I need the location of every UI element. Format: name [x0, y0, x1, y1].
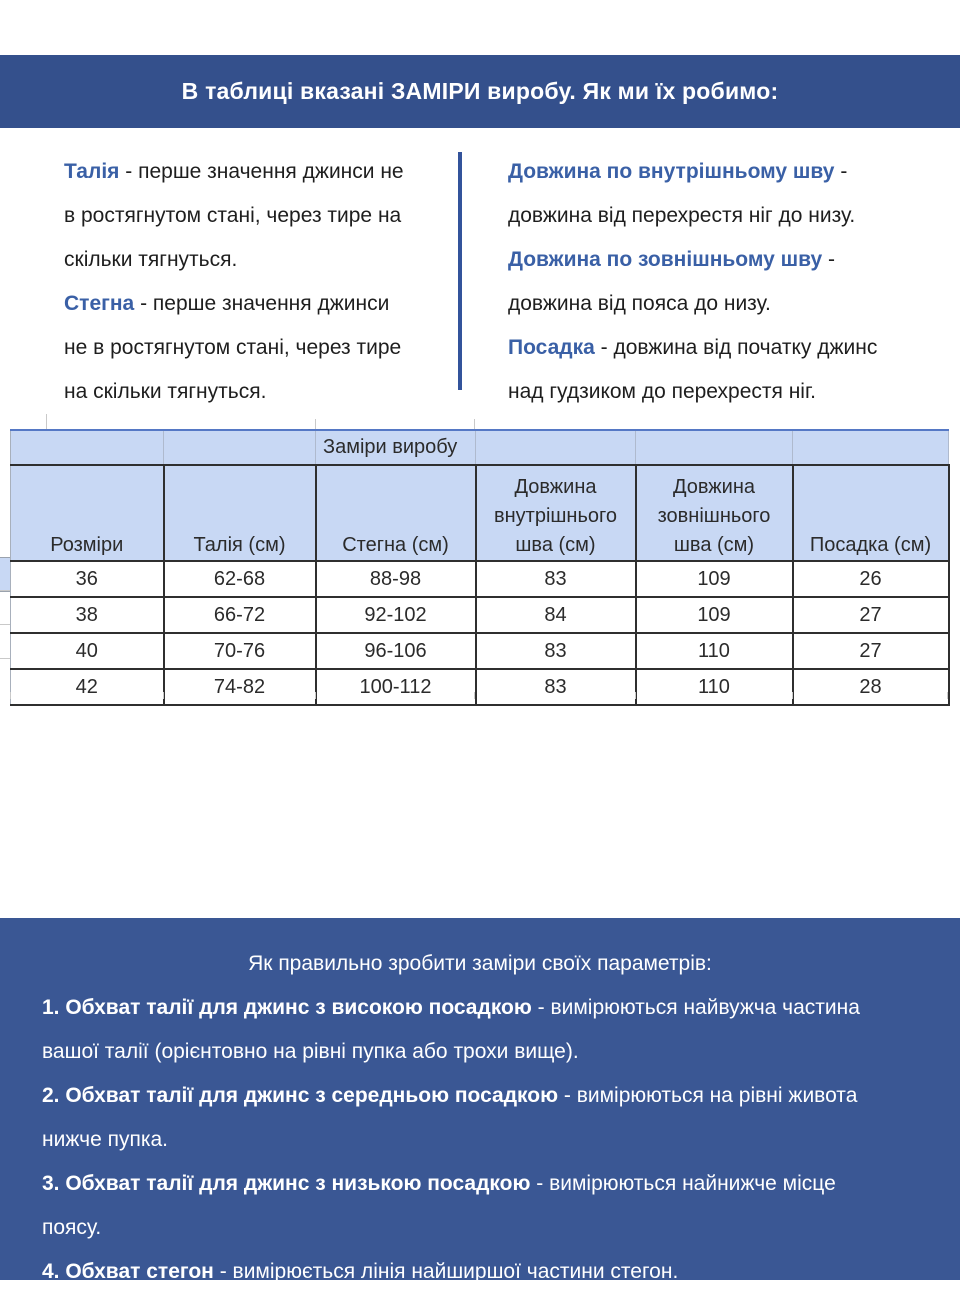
cell-outseam: 109 — [636, 597, 793, 633]
instructions-section — [0, 918, 960, 1283]
header-banner-title: В таблиці вказані ЗАМІРИ виробу. Як ми їх робимо: — [181, 78, 779, 104]
cell-inseam: 83 — [476, 669, 636, 705]
cell-size: 38 — [11, 597, 164, 633]
cell-size: 42 — [11, 669, 164, 705]
instruction-text: - вимірюється лінія найширшої частини стегон. — [213, 1260, 679, 1283]
definition-text: скільки тягнуться. — [64, 248, 238, 271]
instruction-term: 4. Обхват стегон — [42, 1260, 214, 1283]
instruction-line — [42, 1074, 930, 1118]
definition-term: Довжина по зовнішньому шву — [508, 248, 823, 271]
group-cell — [11, 430, 164, 465]
instruction-line — [42, 1030, 930, 1074]
cell-outseam: 110 — [636, 633, 793, 669]
definition-text: довжина від пояса до низу. — [508, 292, 771, 315]
definition-term: Талія — [64, 160, 120, 183]
cell-hips: 96-106 — [316, 633, 476, 669]
table-header-row — [11, 465, 949, 561]
table-row — [11, 633, 949, 669]
definition-text: на скільки тягнуться. — [64, 380, 267, 403]
table-row — [11, 561, 949, 597]
group-header-label: Заміри виробу — [316, 430, 476, 465]
gridline-stub — [163, 692, 164, 699]
instruction-line — [42, 986, 930, 1030]
definition-term: Стегна — [64, 292, 135, 315]
definition-line — [64, 282, 446, 326]
gridline-stub — [0, 658, 10, 659]
cell-rise: 26 — [793, 561, 949, 597]
spreadsheet-row-sliver — [0, 557, 10, 592]
instruction-text: - вимірюються найнижче місце — [530, 1172, 836, 1195]
definition-line — [508, 370, 938, 414]
gridline-stub — [0, 624, 10, 625]
instructions-title: Як правильно зробити заміри своїх параметрів: — [248, 952, 712, 975]
gridline-stub — [10, 692, 11, 699]
size-table-grid — [10, 429, 950, 706]
cell-hips: 88-98 — [316, 561, 476, 597]
group-cell — [636, 430, 793, 465]
instruction-line — [42, 1118, 930, 1162]
cell-inseam: 83 — [476, 561, 636, 597]
definition-text: - перше значення джинси — [134, 292, 390, 315]
cell-size: 40 — [11, 633, 164, 669]
cell-inseam: 83 — [476, 633, 636, 669]
definition-line — [508, 326, 938, 370]
instruction-text: вашої талії (орієнтовно на рівні пупка або трохи вище). — [42, 1040, 579, 1063]
cell-inseam: 84 — [476, 597, 636, 633]
definition-text: в ростягнутом стані, через тире на — [64, 204, 402, 227]
definition-term: Довжина по внутрішньому шву — [508, 160, 835, 183]
definition-line — [64, 326, 446, 370]
definition-line — [508, 282, 938, 326]
group-cell — [793, 430, 949, 465]
definition-line — [508, 150, 938, 194]
definition-line — [64, 370, 446, 414]
instruction-text: - вимірюються на рівні живота — [558, 1084, 858, 1107]
instruction-line — [42, 1206, 930, 1250]
cell-waist: 74-82 — [164, 669, 316, 705]
gridline-stub — [474, 419, 475, 429]
cell-rise: 27 — [793, 597, 949, 633]
gridline-stub — [947, 692, 948, 699]
definition-line — [64, 238, 446, 282]
cell-hips: 92-102 — [316, 597, 476, 633]
group-cell — [476, 430, 636, 465]
instruction-text: поясу. — [42, 1216, 102, 1239]
instruction-term: 3. Обхват талії для джинс з низькою посадкою — [42, 1172, 531, 1195]
definition-term: Посадка — [508, 336, 595, 359]
column-header-rise: Посадка (см) — [793, 465, 949, 561]
cell-rise: 28 — [793, 669, 949, 705]
column-header-waist: Талія (см) — [164, 465, 316, 561]
column-header-sizes: Розміри — [11, 465, 164, 561]
table-row — [11, 597, 949, 633]
gridline-stub — [0, 590, 10, 591]
gridline-stub — [315, 419, 316, 429]
cell-waist: 62-68 — [164, 561, 316, 597]
instruction-line — [42, 1162, 930, 1206]
cell-waist: 70-76 — [164, 633, 316, 669]
gridline-stub — [474, 692, 475, 699]
column-header-inseam: Довжина внутрішнього шва (см) — [476, 465, 636, 561]
instruction-text: - вимірюються найвужча частина — [531, 996, 860, 1019]
definition-text: - перше значення джинси не — [119, 160, 404, 183]
table-group-header-row — [11, 430, 949, 465]
gridline-stub — [635, 692, 636, 699]
header-banner — [0, 55, 960, 128]
definitions-right-column — [508, 150, 938, 414]
cell-outseam: 110 — [636, 669, 793, 705]
definition-text: не в ростягнутом стані, через тире — [64, 336, 402, 359]
definitions-left-column — [64, 150, 446, 414]
definition-text: - — [822, 248, 836, 271]
definition-line — [64, 150, 446, 194]
gridline-stub — [315, 692, 316, 699]
definition-line — [508, 194, 938, 238]
size-table — [10, 429, 950, 706]
table-row — [11, 669, 949, 705]
cell-waist: 66-72 — [164, 597, 316, 633]
column-header-outseam: Довжина зовнішнього шва (см) — [636, 465, 793, 561]
vertical-divider — [458, 152, 462, 390]
instruction-term: 1. Обхват талії для джинс з високою посадкою — [42, 996, 532, 1019]
instruction-line — [42, 1250, 930, 1294]
gridline-stub — [46, 414, 47, 429]
definition-line — [508, 238, 938, 282]
group-cell — [164, 430, 316, 465]
definition-text: - довжина від початку джинс — [594, 336, 878, 359]
cell-rise: 27 — [793, 633, 949, 669]
definition-text: довжина від перехрестя ніг до низу. — [508, 204, 856, 227]
definition-text: - — [834, 160, 848, 183]
gridline-stub — [792, 692, 793, 699]
cell-size: 36 — [11, 561, 164, 597]
instruction-text: нижче пупка. — [42, 1128, 168, 1151]
column-header-hips: Стегна (см) — [316, 465, 476, 561]
definition-line — [64, 194, 446, 238]
cell-hips: 100-112 — [316, 669, 476, 705]
definition-text: над гудзиком до перехрестя ніг. — [508, 380, 816, 403]
instruction-term: 2. Обхват талії для джинс з середньою посадкою — [42, 1084, 559, 1107]
cell-outseam: 109 — [636, 561, 793, 597]
